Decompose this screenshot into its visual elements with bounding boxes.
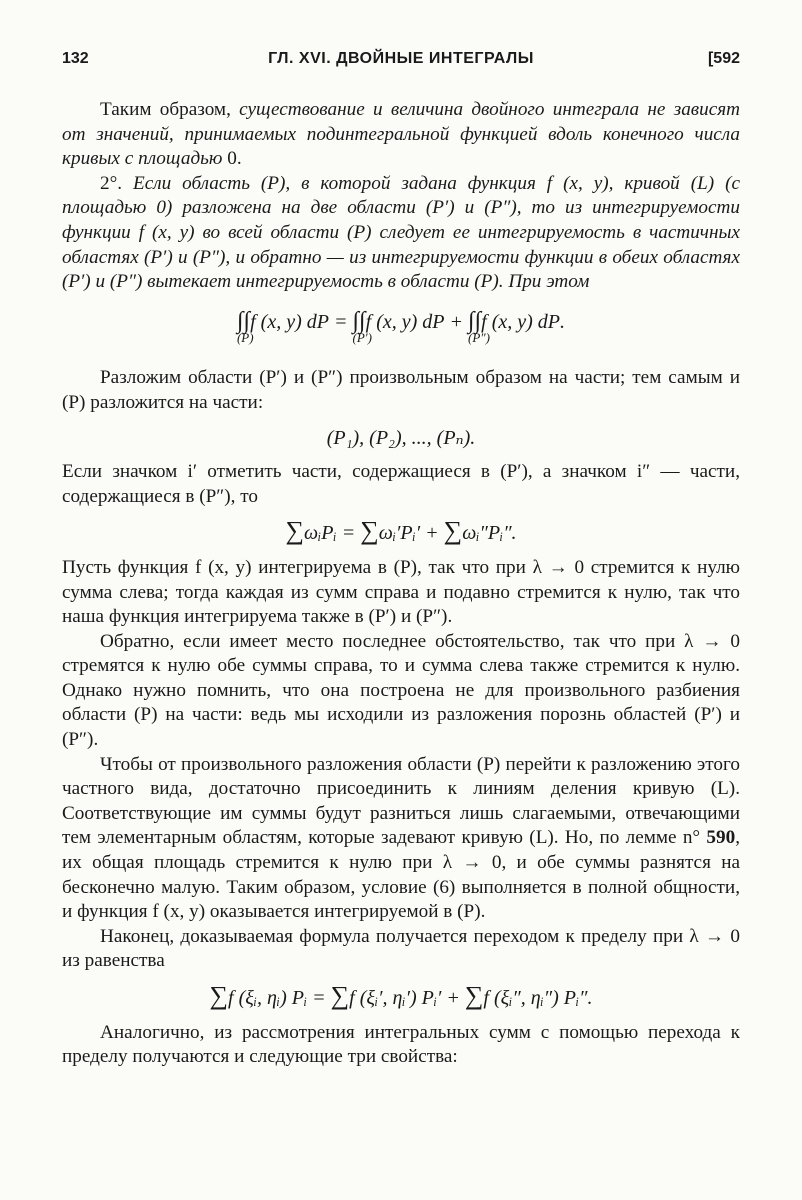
- sum-sign: ∑: [330, 981, 350, 1010]
- paragraph-9: Аналогично, из рассмотрения интегральных сумм с помощью перехода к пределу получаются и следующие три свойства:: [62, 1021, 740, 1068]
- paragraph-2: [62, 172, 740, 295]
- p1-statement: существование и величина двойного интеграла не зависят от значений, принимаемых подинтегральной функцией вдоль конечного числа кривых с площадью: [62, 99, 740, 170]
- paragraph-7: [62, 753, 740, 925]
- formula-end: .: [587, 987, 593, 1009]
- double-integral-sign: ∫∫: [352, 307, 366, 334]
- integral-over-P: [237, 309, 329, 349]
- integrand-2: f (x, y) dP: [365, 310, 445, 333]
- chapter-title: ГЛ. XVI. ДВОЙНЫЕ ИНТЕГРАЛЫ: [268, 50, 534, 67]
- sum-sign: ∑: [360, 516, 379, 546]
- formula-end: .: [511, 522, 517, 545]
- sum-sign: ∑: [464, 981, 484, 1010]
- equals-sign: =: [336, 522, 361, 545]
- sum-sign: ∑: [209, 981, 229, 1010]
- p1-intro: Таким образом,: [100, 99, 240, 120]
- sum-term-2: ωᵢ′Pᵢ′: [378, 522, 421, 545]
- riemann-term-1: f (ξᵢ, ηᵢ) Pᵢ: [228, 987, 308, 1009]
- p7-part-2: , их общая площадь стремится к нулю при λ → 0, и обе суммы разнятся на бесконечно малую. Таким образом, условие (6) выполняется в полной общности, и функция f (x, y) оказывается интегрируемой в (P).: [62, 827, 740, 923]
- paragraph-4: Если значком i′ отметить части, содержащиеся в (P′), а значком i″ — части, содержащиеся в (P″), то: [62, 461, 740, 507]
- formula-riemann-sums: [62, 981, 740, 1011]
- double-integral-sign: ∫∫: [468, 307, 482, 334]
- paragraph-8: Наконец, доказываемая формула получается переходом к пределу при λ → 0 из равенства: [62, 925, 740, 972]
- p2-number: 2°.: [100, 172, 133, 194]
- riemann-term-2: f (ξᵢ′, ηᵢ′) Pᵢ′: [349, 987, 442, 1009]
- sum-term-3: ωᵢ″Pᵢ″: [462, 522, 512, 545]
- integral-over-P-prime: [352, 309, 444, 349]
- equals-sign: =: [307, 987, 331, 1009]
- paragraph-5: Пусть функция f (x, y) интегрируема в (P), так что при λ → 0 стремится к нулю сумма слева; тогда каждая из сумм справа и подавно стремится к нулю, так что наша функция интегрируема также в (P′) и (P″).: [62, 556, 740, 628]
- section-number: [592: [707, 50, 740, 67]
- formula-sums: [62, 516, 740, 546]
- running-header: [62, 50, 740, 80]
- page-body: [62, 98, 740, 1070]
- plus-sign: +: [441, 987, 465, 1009]
- plus-sign: +: [420, 522, 444, 545]
- double-integral-sign: ∫∫: [236, 307, 251, 334]
- integrand-1: f (x, y) dP: [250, 310, 329, 333]
- sum-term-1: ωᵢPᵢ: [304, 522, 337, 545]
- sum-sign: ∑: [443, 516, 463, 546]
- integral-over-P-double-prime: [468, 309, 560, 349]
- lemma-reference: 590: [706, 827, 736, 849]
- p1-end: 0.: [222, 148, 242, 170]
- formula-integral-additivity: [62, 309, 740, 349]
- domain-label-P-prime: (P′): [352, 329, 372, 345]
- domain-label-P-double-prime: (P″): [468, 329, 491, 345]
- formula-end: .: [560, 310, 566, 333]
- domain-label-P: (P): [236, 329, 254, 345]
- integrand-3: f (x, y) dP: [481, 310, 561, 333]
- page-number: 132: [62, 50, 89, 67]
- p2-statement: Если область (P), в которой задана функция f (x, y), кривой (L) (с площадью 0) разложена на две области (P′) и (P″), то из интегрируемости функции f (x, y) во всей области (P) следует ее интегрируемость в частичных областях (P′) и (P″), и обратно — из интегрируемости функции в обеих областях (P′) и (P″) вытекает интегрируемость в области (P). При этом: [62, 172, 740, 293]
- p7-part-1: Чтобы от произвольного разложения области (P) перейти к разложению этого частного вида, достаточно присоединить к линиям деления кривую (L). Соответствующие им суммы будут разниться лишь слагаемыми, отвечающими тем элементарным областям, которые задевают кривую (L). Но, по лемме n°: [62, 753, 740, 849]
- sum-sign: ∑: [285, 516, 305, 546]
- formula-partition: (P₁), (P₂), ..., (Pₙ).: [326, 426, 476, 449]
- paragraph-3: Разложим области (P′) и (P″) произвольным образом на части; тем самым и (P) разложится на части:: [62, 367, 740, 413]
- paragraph-1: [62, 98, 740, 172]
- paragraph-6: Обратно, если имеет место последнее обстоятельство, так что при λ → 0 стремятся к нулю обе суммы справа, то и сумма слева также стремится к нулю. Однако нужно помнить, что она построена не для произвольного разбиения области (P) на части: ведь мы исходили из разложения порознь областей (P′) и (P″).: [62, 630, 740, 751]
- plus-sign: +: [444, 310, 468, 333]
- riemann-term-3: f (ξᵢ″, ηᵢ″) Pᵢ″: [483, 987, 588, 1009]
- equals-sign: =: [328, 310, 353, 333]
